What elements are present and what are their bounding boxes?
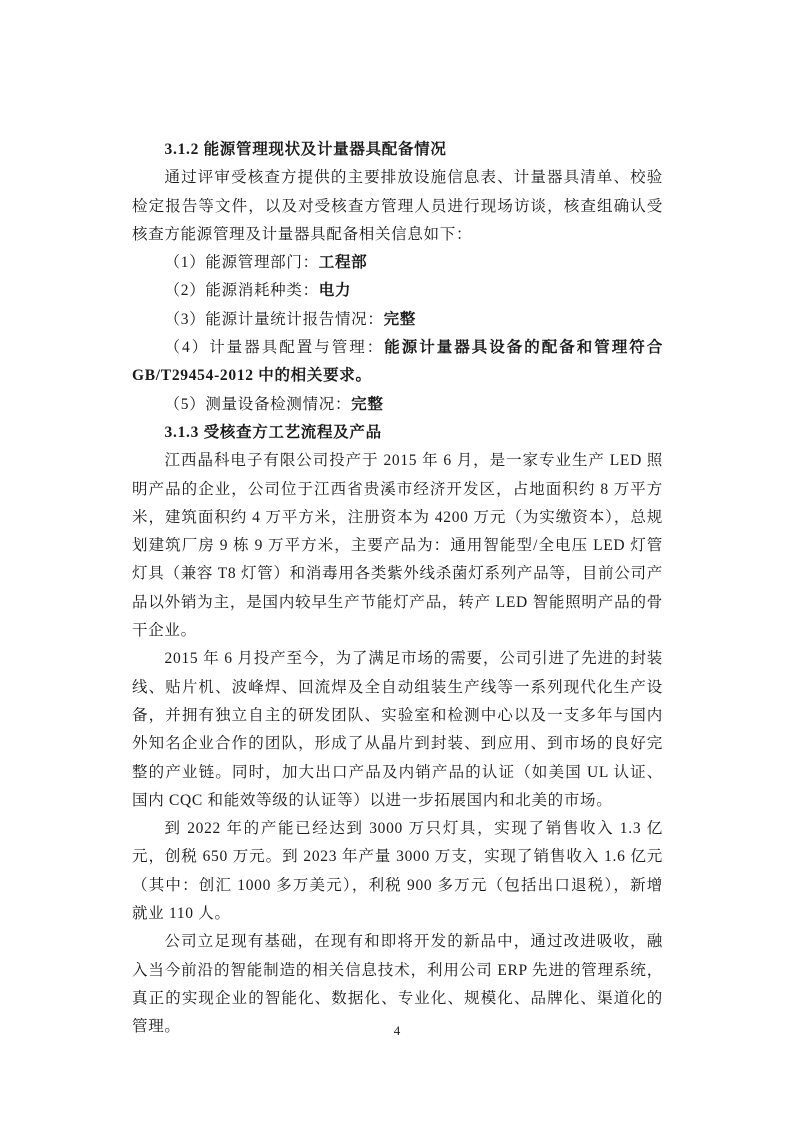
capacity-revenue-paragraph: 到 2022 年的产能已经达到 3000 万只灯具，实现了销售收入 1.3 亿元，创税 650 万元。到 2023 年产量 3000 万支，实现了销售收入 1.6 亿元（其中：创汇 1000 多万美元），利税 900 多万元（包括出口退税），新增就业 110 人。 xyxy=(132,820,663,923)
list-item-measure-check xyxy=(132,391,663,419)
list-item-energy-dept xyxy=(132,249,663,277)
list-item-label: （2）能源消耗种类： xyxy=(164,282,319,300)
list-item-stat-report xyxy=(132,306,663,334)
section-3-1-3-heading: 3.1.3 受核查方工艺流程及产品 xyxy=(164,423,382,441)
list-item-label: （4）计量器具配置与管理： xyxy=(164,339,385,357)
list-item-label: （3）能源计量统计报告情况： xyxy=(164,310,384,328)
production-equipment-paragraph: 2015 年 6 月投产至今，为了满足市场的需要，公司引进了先进的封装线、贴片机、波峰焊、回流焊及全自动组装生产线等一系列现代化生产设备，并拥有独立自主的研发团队、实验室和检测中心以及一支多年与国内外知名企业合作的团队，形成了从晶片到封装、到应用、到市场的良好完整的产业链。同时，加大出口产品及内销产品的认证（如美国 UL 认证、国内 CQC 和能效等级的认证等）以进一步拓展国内和北美的市场。 xyxy=(132,650,663,809)
list-item-value: 工程部 xyxy=(318,254,368,272)
list-item-label: （5）测量设备检测情况： xyxy=(164,395,352,413)
page-number: 4 xyxy=(393,1023,401,1038)
list-item-meter-config xyxy=(132,334,663,391)
list-item-value: 能源计量器具设备的配备和管理符合 GB/T29454-2012 中的相关要求。 xyxy=(132,339,663,385)
management-vision-paragraph: 公司立足现有基础，在现有和即将开发的新品中，通过改进吸收，融入当今前沿的智能制造的相关信息技术，利用公司 ERP 先进的管理系统，真正的实现企业的智能化、数据化、专业化、规模化、品牌化、渠道化的管理。 xyxy=(132,933,663,1036)
list-item-label: （1）能源管理部门： xyxy=(164,254,319,272)
section-3-1-2-intro: 通过评审受核查方提供的主要排放设施信息表、计量器具清单、校验检定报告等文件，以及对受核查方管理人员进行现场访谈，核查组确认受核查方能源管理及计量器具配备相关信息如下： xyxy=(132,169,663,243)
company-intro-paragraph: 江西晶科电子有限公司投产于 2015 年 6 月，是一家专业生产 LED 照明产品的企业，公司位于江西省贵溪市经济开发区，占地面积约 8 万平方米，建筑面积约 4 万平方米，注册资本为 4200 万元（为实缴资本），总规划建筑厂房 9 栋 9 万平方米，主要产品为：通用智能型/全电压 LED 灯管灯具（兼容 T8 灯管）和消毒用各类紫外线杀菌灯系列产品等，目前公司产品以外销为主，是国内较早生产节能灯产品，转产 LED 智能照明产品的骨干企业。 xyxy=(132,452,663,640)
list-item-value: 完整 xyxy=(383,310,416,328)
list-item-value: 完整 xyxy=(351,395,384,413)
list-item-value: 电力 xyxy=(318,282,352,300)
page-content xyxy=(132,136,663,1042)
section-3-1-2-heading: 3.1.2 能源管理现状及计量器具配备情况 xyxy=(164,141,447,158)
list-item-energy-type xyxy=(132,277,663,305)
